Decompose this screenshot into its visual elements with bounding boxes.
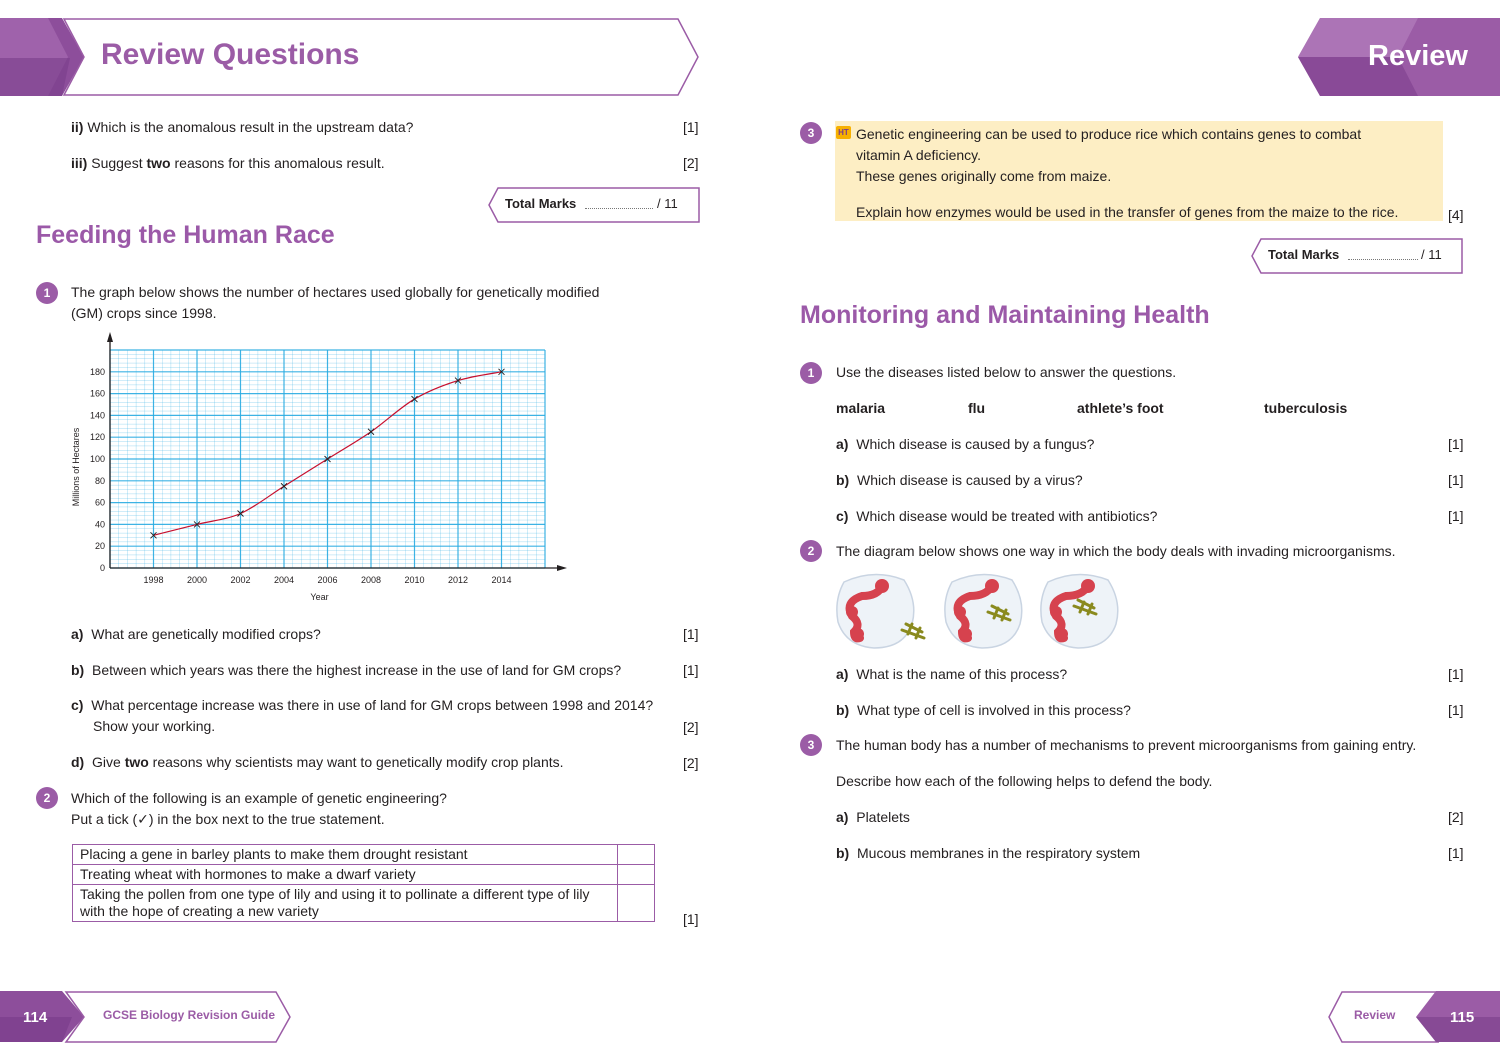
disease-malaria: malaria <box>836 400 886 416</box>
left-header-banner <box>0 18 700 98</box>
question-1c: c) What percentage increase was there in use of land for GM crops between 1998 and 2014? Show your working. <box>71 697 654 734</box>
total-marks-line <box>1348 259 1418 260</box>
disease-flu: flu <box>968 400 986 416</box>
x-tick-label: 2006 <box>317 575 338 585</box>
statement-text: Taking the pollen from one type of lily and using it to pollinate a different type of lily with the hope of creating a new variety <box>73 885 618 922</box>
marks-3-ht: [4] <box>1448 207 1464 223</box>
total-marks-out-of: / 11 <box>657 196 678 211</box>
question-2-text: Which of the following is an example of genetic engineering? Put a tick (✓) in the box next to the true statement. <box>71 790 447 827</box>
question-1a-right: a) Which disease is caused by a fungus? <box>836 436 1095 452</box>
page-title: Review Questions <box>101 38 360 71</box>
question-number-1-right: 1 <box>800 362 822 384</box>
y-tick-label: 40 <box>94 519 105 530</box>
marks-1a-right: [1] <box>1448 436 1464 452</box>
ht-badge: HT <box>836 126 851 139</box>
table-row <box>73 845 655 865</box>
gm-crops-chart <box>60 330 580 610</box>
marks-1b-right: [1] <box>1448 472 1464 488</box>
question-number-3-ht: 3 <box>800 122 822 144</box>
total-marks-out-of: / 11 <box>1421 247 1442 262</box>
page-number-left: 114 <box>23 1009 48 1026</box>
tick-box[interactable] <box>618 885 655 922</box>
marks-iii: [2] <box>683 155 699 171</box>
x-tick-label: 2014 <box>491 575 512 585</box>
x-tick-label: 2012 <box>447 575 469 585</box>
question-1d: d) Give two reasons why scientists may want to genetically modify crop plants. <box>71 754 564 770</box>
question-number-1: 1 <box>36 282 58 304</box>
question-1b-right: b) Which disease is caused by a virus? <box>836 472 1083 488</box>
marks-1c: [2] <box>683 719 699 735</box>
question-2b-right: b) What type of cell is involved in this process? <box>836 702 1131 718</box>
total-marks-label: Total Marks <box>505 196 577 211</box>
right-footer <box>1328 991 1500 1043</box>
section-title-monitoring: Monitoring and Maintaining Health <box>800 301 1210 329</box>
x-tick-label: 2000 <box>186 575 208 585</box>
disease-tuberculosis: tuberculosis <box>1264 400 1348 416</box>
y-tick-label: 60 <box>94 497 105 508</box>
marks-1b: [1] <box>683 662 699 678</box>
review-header-title: Review <box>1368 40 1468 72</box>
phagocytosis-diagram <box>834 572 1124 652</box>
y-tick-label: 80 <box>94 475 105 486</box>
marks-1a: [1] <box>683 626 699 642</box>
question-iii: iii) Suggest two reasons for this anomalous result. <box>71 155 385 171</box>
question-number-2: 2 <box>36 787 58 809</box>
question-1-right-text: Use the diseases listed below to answer the questions. <box>836 364 1177 380</box>
y-tick-label: 100 <box>89 454 105 464</box>
question-3a-right: a) Platelets <box>836 809 910 825</box>
marks-2b-right: [1] <box>1448 702 1464 718</box>
marks-1d: [2] <box>683 755 699 771</box>
total-marks-box <box>488 187 700 223</box>
y-tick-label: 20 <box>94 541 105 552</box>
question-3-intro: Describe how each of the following helps to defend the body. <box>836 773 1213 789</box>
y-tick-label: 160 <box>89 388 105 399</box>
statement-text: Placing a gene in barley plants to make them drought resistant <box>73 845 618 865</box>
marks-ii: [1] <box>683 119 699 135</box>
page-number-right: 115 <box>1450 1009 1475 1026</box>
y-tick-label: 0 <box>99 563 105 573</box>
left-footer <box>0 991 292 1043</box>
marks-3b-right: [1] <box>1448 845 1464 861</box>
question-1c-right: c) Which disease would be treated with antibiotics? <box>836 508 1158 524</box>
question-1-text: The graph below shows the number of hectares used globally for genetically modified (GM) crops since 1998. <box>71 284 600 321</box>
statements-table <box>72 844 655 922</box>
question-number-3-right: 3 <box>800 734 822 756</box>
question-ii: ii) Which is the anomalous result in the upstream data? <box>71 119 414 135</box>
y-tick-label: 180 <box>89 366 105 377</box>
marks-2: [1] <box>683 911 699 927</box>
x-tick-label: 2004 <box>273 575 295 585</box>
y-tick-label: 140 <box>89 410 105 421</box>
x-tick-label: 2010 <box>404 575 425 585</box>
phagocyte-cell-3 <box>1041 574 1118 648</box>
x-axis-arrow <box>557 565 567 571</box>
phagocyte-cell-2 <box>945 574 1022 648</box>
question-number-2-right: 2 <box>800 540 822 562</box>
right-header-banner <box>1298 18 1500 98</box>
question-3-right-text: The human body has a number of mechanisms to prevent microorganisms from gaining entry. <box>836 737 1417 753</box>
table-row <box>73 885 655 922</box>
question-3-ht-text: Genetic engineering can be used to produce rice which contains genes to combat vitamin A deficiency. These genes originally come from maize. Explain how enzymes would be used in the transfer of genes from the maize to the rice. <box>856 126 1399 220</box>
y-tick-label: 120 <box>89 432 105 443</box>
question-2a-right: a) What is the name of this process? <box>836 666 1068 682</box>
statement-text: Treating wheat with hormones to make a dwarf variety <box>73 865 618 885</box>
x-tick-label: 2008 <box>360 575 382 585</box>
y-axis-arrow <box>107 332 113 342</box>
disease-athletes-foot: athlete’s foot <box>1077 400 1164 416</box>
question-3b-right: b) Mucous membranes in the respiratory system <box>836 845 1141 861</box>
total-marks-box-right <box>1251 238 1463 274</box>
marks-2a-right: [1] <box>1448 666 1464 682</box>
phagocyte-cell-1 <box>837 574 924 648</box>
tick-box[interactable] <box>618 865 655 885</box>
book-title: GCSE Biology Revision Guide <box>103 1008 276 1022</box>
x-axis-label: Year <box>310 592 329 602</box>
tick-box[interactable] <box>618 845 655 865</box>
y-axis-label: Millions of Hectares <box>71 427 81 507</box>
table-row <box>73 865 655 885</box>
footer-section-name: Review <box>1354 1008 1396 1022</box>
marks-1c-right: [1] <box>1448 508 1464 524</box>
x-tick-label: 1998 <box>143 575 164 585</box>
question-1b: b) Between which years was there the highest increase in the use of land for GM crops? <box>71 662 622 678</box>
marks-3a-right: [2] <box>1448 809 1464 825</box>
total-marks-label: Total Marks <box>1268 247 1340 262</box>
total-marks-line <box>585 208 653 209</box>
question-2-right-text: The diagram below shows one way in which the body deals with invading microorganisms. <box>836 543 1396 559</box>
x-tick-label: 2002 <box>230 575 251 585</box>
question-1a: a) What are genetically modified crops? <box>71 626 321 642</box>
section-title-feeding: Feeding the Human Race <box>36 221 335 249</box>
